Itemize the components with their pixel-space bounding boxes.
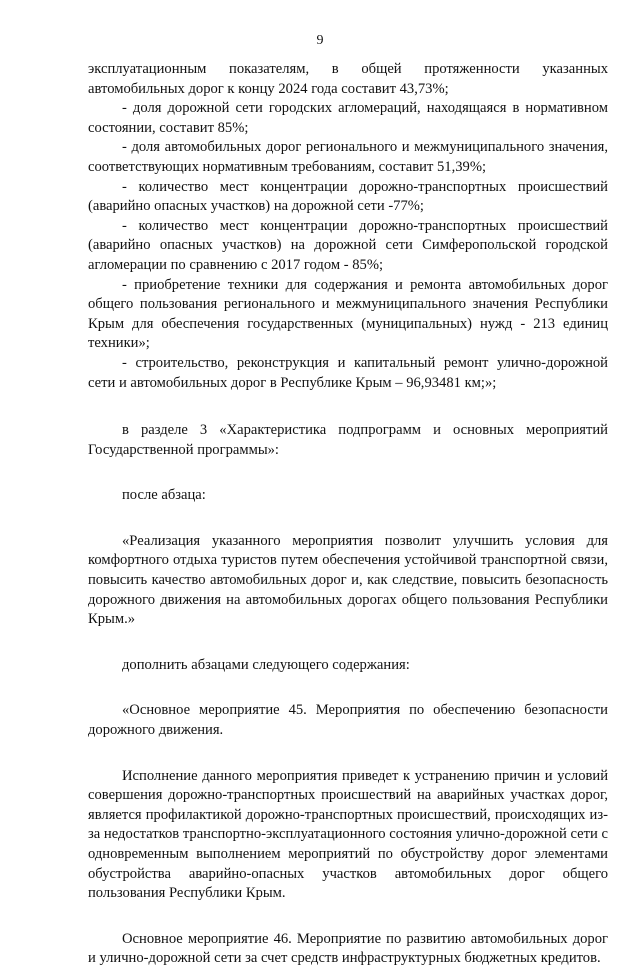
- measure-46-heading: Основное мероприятие 46. Мероприятие по развитию автомобильных дорог и улично-дорожной сети за счет средств инфраструктурных бюджетных кредитов.: [88, 930, 608, 967]
- measure-45-heading: «Основное мероприятие 45. Мероприятия по обеспечению безопасности дорожного движения.: [88, 702, 608, 739]
- list-item-regional-roads: - доля автомобильных дорог регионального и межмуниципального значения, соответствующих нормативным требованиям, составит 51,39%;: [88, 139, 608, 175]
- list-item-agglomeration-roads: - доля дорожной сети городских агломераций, находящаяся в нормативном состоянии, составит 85%;: [88, 100, 608, 136]
- section-3-instruction: в разделе 3 «Характеристика подпрограмм и основных мероприятий Государственной программы»:: [88, 422, 608, 458]
- list-item-construction: - строительство, реконструкция и капитальный ремонт улично-дорожной сети и автомобильных дорог в Республике Крым – 96,93481 км;»;: [88, 354, 608, 391]
- supplement-instruction: дополнить абзацами следующего содержания:: [122, 656, 410, 673]
- quoted-paragraph: «Реализация указанного мероприятия позволит улучшить условия для комфортного отдыха туристов путем обеспечения устойчивой транспортной связи, повысить качество автомобильных дорог и, как следствие, повысить безопасность дорожного движения на автомобильных дорогах общего пользования Республики Крым.»: [88, 532, 608, 628]
- list-item-accident-spots-simferopol: - количество мест концентрации дорожно-транспортных происшествий (аварийно опасных участков) на дорожной сети Симферопольской городской агломерации по сравнению с 2017 годом - 85%;: [88, 217, 608, 273]
- after-paragraph-instruction: после абзаца:: [122, 487, 206, 504]
- page-number: 9: [316, 33, 324, 48]
- measure-45-description: Исполнение данного мероприятия приведет к устранению причин и условий совершения дорожно-транспортных происшествий на аварийных участках дорог, является профилактикой дорожно-транспортных происшествий, происходящих из-за недостатков транспортно-эксплуатационного состояния улично-дорожной сети с одновременным выполнением мероприятий по обустройству дорог элементами обустройства аварийно-опасных участков автомобильных дорог общего пользования Республики Крым.: [88, 767, 608, 902]
- document-body: [88, 60, 608, 969]
- paragraph-continuation: эксплуатационным показателям, в общей протяженности указанных автомобильных дорог к концу 2024 года составит 43,73%;: [88, 61, 608, 97]
- list-item-equipment-purchase: - приобретение техники для содержания и ремонта автомобильных дорог общего пользования регионального и межмуниципального значения Республики Крым для обеспечения государственных (муниципальных) нужд - 213 единиц техники»;: [88, 276, 608, 352]
- list-item-accident-spots: - количество мест концентрации дорожно-транспортных происшествий (аварийно опасных участков) на дорожной сети -77%;: [88, 178, 608, 215]
